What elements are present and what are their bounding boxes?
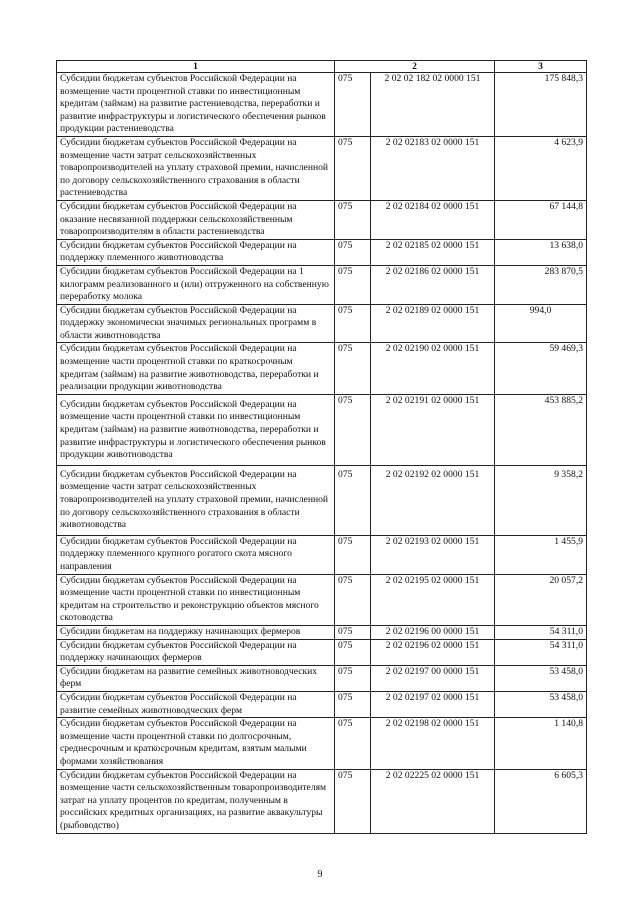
row-budget-code: 2 02 02184 02 0000 151	[371, 200, 495, 239]
row-admin-code: 075	[335, 265, 371, 304]
budget-table	[56, 60, 587, 834]
table-row	[57, 200, 587, 239]
row-amount: 54 311,0	[495, 639, 587, 665]
row-amount: 9 358,2	[495, 465, 587, 535]
row-admin-code: 075	[335, 136, 371, 200]
row-name: Субсидии бюджетам субъектов Российской Федерации на возмещение части процентной ставки по инвестиционным кредитам (займам) на развитие растениеводства, переработки и развитие инфраструктуры и логистического обеспечения рынков продукции растениеводства	[57, 73, 335, 137]
row-name: Субсидии бюджетам субъектов Российской Федерации на возмещение части процентной ставки по долгосрочным, среднесрочным и краткосрочным кредитам, взятым малыми формами хозяйствования	[57, 718, 335, 769]
table-row	[57, 265, 587, 304]
row-amount: 994,0	[495, 304, 587, 343]
row-budget-code: 2 02 02191 02 0000 151	[371, 394, 495, 465]
table-row	[57, 239, 587, 265]
row-name: Субсидии бюджетам субъектов Российской Федерации на возмещение части процентной ставки по инвестиционным кредитам (займам) на развитие животноводства, переработки и развитие инфраструктуры и логистического обеспечения рынков продукции животноводства	[57, 394, 335, 465]
row-amount: 53 458,0	[495, 665, 587, 691]
row-name: Субсидии бюджетам субъектов Российской Федерации на поддержку племенного животноводства	[57, 239, 335, 265]
row-amount: 20 057,2	[495, 574, 587, 625]
row-budget-code: 2 02 02196 00 0000 151	[371, 626, 495, 640]
row-name: Субсидии бюджетам на поддержку начинающих фермеров	[57, 626, 335, 640]
row-budget-code: 2 02 02197 02 0000 151	[371, 691, 495, 717]
row-amount: 1 140,8	[495, 718, 587, 769]
row-admin-code: 075	[335, 239, 371, 265]
page-number: 9	[317, 869, 323, 880]
row-budget-code: 2 02 02193 02 0000 151	[371, 535, 495, 574]
table-row	[57, 639, 587, 665]
row-admin-code: 075	[335, 769, 371, 833]
row-budget-code: 2 02 02225 02 0000 151	[371, 769, 495, 833]
row-name: Субсидии бюджетам субъектов Российской Федерации на возмещение части процентной ставки по инвестиционным кредитам на строительство и реконструкцию объектов мясного скотоводства	[57, 574, 335, 625]
row-name: Субсидии бюджетам субъектов Российской Федерации на поддержку племенного крупного рогатого скота мясного направления	[57, 535, 335, 574]
table-row	[57, 465, 587, 535]
row-admin-code: 075	[335, 574, 371, 625]
row-budget-code: 2 02 02192 02 0000 151	[371, 465, 495, 535]
row-admin-code: 075	[335, 691, 371, 717]
row-amount: 67 144,8	[495, 200, 587, 239]
row-budget-code: 2 02 02195 02 0000 151	[371, 574, 495, 625]
table-row	[57, 769, 587, 833]
row-amount: 54 311,0	[495, 626, 587, 640]
row-name: Субсидии бюджетам субъектов Российской Федерации на поддержку экономически значимых региональных программ в области животноводства	[57, 304, 335, 343]
row-admin-code: 075	[335, 535, 371, 574]
table-row	[57, 535, 587, 574]
table-row	[57, 394, 587, 465]
row-budget-code: 2 02 02190 02 0000 151	[371, 343, 495, 394]
row-admin-code: 075	[335, 304, 371, 343]
row-amount: 6 605,3	[495, 769, 587, 833]
table-row	[57, 626, 587, 640]
row-name: Субсидии бюджетам субъектов Российской Федерации на 1 килограмм реализованного и (или) отгруженного на собственную переработку молока	[57, 265, 335, 304]
table-row	[57, 343, 587, 394]
header-col-3: 3	[495, 61, 587, 73]
row-amount: 283 870,5	[495, 265, 587, 304]
table-row	[57, 73, 587, 137]
row-admin-code: 075	[335, 639, 371, 665]
row-name: Субсидии бюджетам субъектов Российской Федерации на оказание несвязанной поддержки сельскохозяйственным товаропроизводителям в области растениеводства	[57, 200, 335, 239]
row-budget-code: 2 02 02185 02 0000 151	[371, 239, 495, 265]
header-col-1: 1	[57, 61, 335, 73]
row-name: Субсидии бюджетам на развитие семейных животноводческих ферм	[57, 665, 335, 691]
row-name: Субсидии бюджетам субъектов Российской Федерации на поддержку начинающих фермеров	[57, 639, 335, 665]
row-budget-code: 2 02 02189 02 0000 151	[371, 304, 495, 343]
row-budget-code: 2 02 02198 02 0000 151	[371, 718, 495, 769]
row-budget-code: 2 02 02186 02 0000 151	[371, 265, 495, 304]
row-admin-code: 075	[335, 200, 371, 239]
header-col-2: 2	[335, 61, 495, 73]
table-row	[57, 136, 587, 200]
row-admin-code: 075	[335, 665, 371, 691]
table-row	[57, 574, 587, 625]
table-row	[57, 304, 587, 343]
row-budget-code: 2 02 02183 02 0000 151	[371, 136, 495, 200]
table-row	[57, 665, 587, 691]
row-name: Субсидии бюджетам субъектов Российской Федерации на возмещение части процентной ставки по краткосрочным кредитам (займам) на развитие животноводства, переработки и реализации продукции животноводства	[57, 343, 335, 394]
row-name: Субсидии бюджетам субъектов Российской Федерации на возмещение части сельскохозяйственным товаропроизводителям затрат на уплату процентов по кредитам, полученным в российских кредитных организациях, на развитие аквакультуры (рыбоводство)	[57, 769, 335, 833]
table-header-row	[57, 61, 587, 73]
row-admin-code: 075	[335, 394, 371, 465]
row-admin-code: 075	[335, 73, 371, 137]
row-budget-code: 2 02 02196 02 0000 151	[371, 639, 495, 665]
row-budget-code: 2 02 02197 00 0000 151	[371, 665, 495, 691]
row-name: Субсидии бюджетам субъектов Российской Федерации на возмещение части затрат сельскохозяйственных товаропроизводителей на уплату страховой премии, начисленной по договору сельскохозяйственного страхования в области животноводства	[57, 465, 335, 535]
row-amount: 1 455,9	[495, 535, 587, 574]
row-amount: 53 458,0	[495, 691, 587, 717]
table-row	[57, 691, 587, 717]
row-admin-code: 075	[335, 465, 371, 535]
row-amount: 4 623,9	[495, 136, 587, 200]
row-admin-code: 075	[335, 343, 371, 394]
row-amount: 175 848,3	[495, 73, 587, 137]
row-amount: 59 469,3	[495, 343, 587, 394]
row-admin-code: 075	[335, 718, 371, 769]
row-amount: 453 885,2	[495, 394, 587, 465]
row-admin-code: 075	[335, 626, 371, 640]
row-budget-code: 2 02 02 182 02 0000 151	[371, 73, 495, 137]
table-row	[57, 718, 587, 769]
row-amount: 13 638,0	[495, 239, 587, 265]
row-name: Субсидии бюджетам субъектов Российской Федерации на возмещение части затрат сельскохозяйственных товаропроизводителей на уплату страховой премии, начисленной по договору сельскохозяйственного страхования в области растениеводства	[57, 136, 335, 200]
row-name: Субсидии бюджетам субъектов Российской Федерации на развитие семейных животноводческих ферм	[57, 691, 335, 717]
